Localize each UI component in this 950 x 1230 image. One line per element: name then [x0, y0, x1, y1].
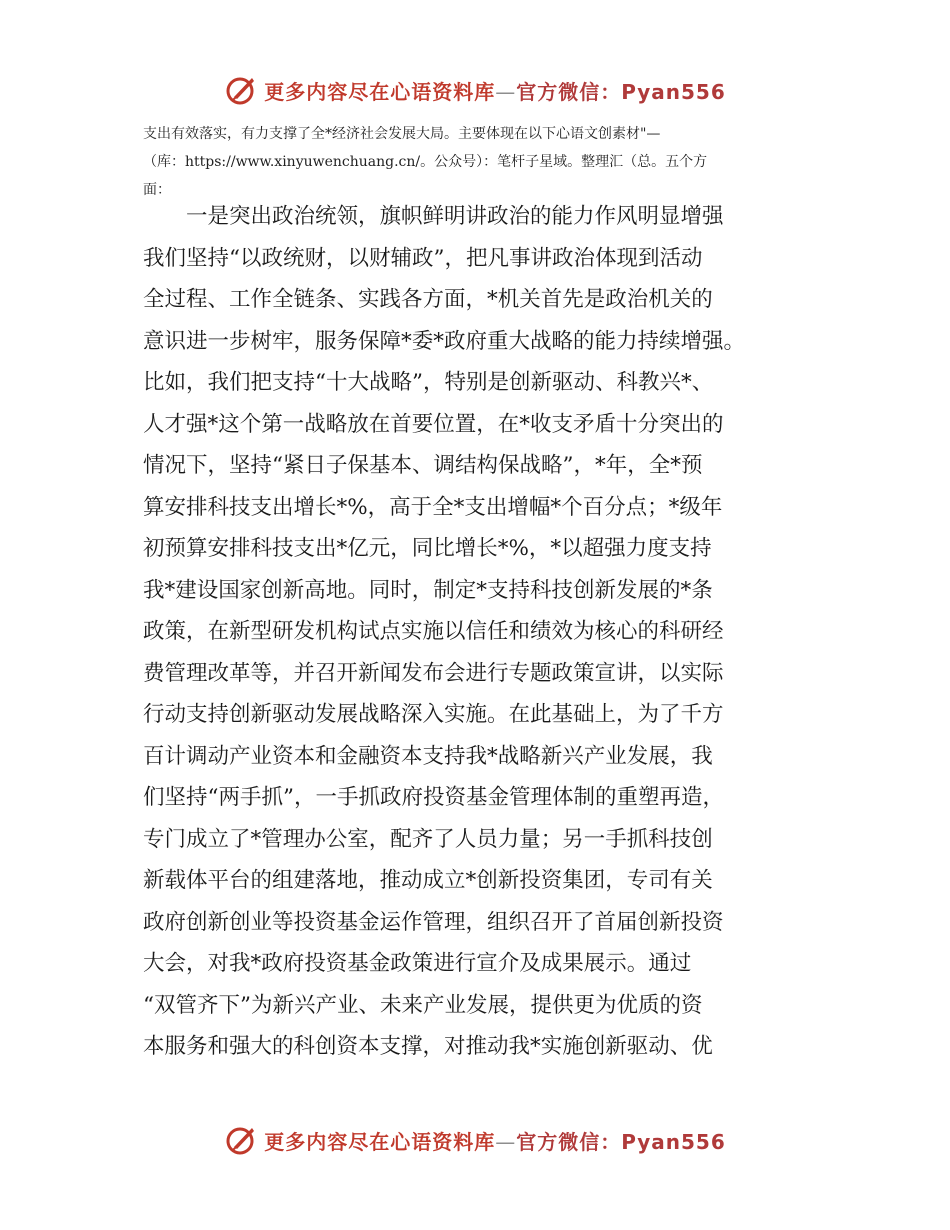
intro-paragraph [143, 120, 823, 204]
body-line: 本服务和强大的科创资本支撑，对推动我*实施创新驱动、优 [143, 1034, 713, 1059]
body-line: 百计调动产业资本和金融资本支持我*战略新兴产业发展，我 [143, 743, 713, 769]
body-line: 们坚持“两手抓”，一手抓政府投资基金管理体制的重塑再造， [143, 785, 724, 810]
body-line: 人才强*这个第一战略放在首要位置，在*收支矛盾十分突出的 [143, 411, 724, 437]
body-line: 情况下，坚持“紧日子保基本、调结构保战略”，*年，全*预 [143, 453, 703, 478]
header-banner-wechat: 官方微信：Pyan556 [516, 79, 726, 104]
intro-line: 面： [143, 182, 171, 198]
footer-banner-wechat: 官方微信：Pyan556 [516, 1129, 726, 1154]
header-watermark-banner [0, 68, 950, 112]
footer-banner-text [264, 1126, 726, 1155]
body-line: 一是突出政治统领，旗帜鲜明讲政治的能力作风明显增强 [143, 204, 724, 229]
header-banner-title: 更多内容尽在心语资料库 [264, 79, 496, 104]
body-line: 行动支持创新驱动发展战略深入实施。在此基础上，为了千方 [143, 702, 724, 727]
body-line: 我*建设国家创新高地。同时，制定*支持科技创新发展的*条 [143, 577, 713, 603]
footer-watermark-banner [0, 1118, 950, 1162]
body-line: 专门成立了*管理办公室，配齐了人员力量；另一手抓科技创 [143, 826, 713, 852]
footer-banner-title: 更多内容尽在心语资料库 [264, 1129, 496, 1154]
main-body-text [143, 196, 823, 1068]
header-banner-text [264, 76, 726, 105]
quill-logo-icon [224, 1123, 258, 1157]
body-line: 比如，我们把支持“十大战略”，特别是创新驱动、科教兴*、 [143, 370, 714, 395]
quill-logo-icon [224, 73, 258, 107]
header-banner-dash: — [495, 79, 517, 104]
body-line: 政策，在新型研发机构试点实施以信任和绩效为核心的科研经 [143, 619, 724, 644]
intro-line: 支出有效落实，有力支撑了全*经济社会发展大局。主要体现在以下心语文创素材"— [143, 126, 661, 142]
body-line: 费管理改革等，并召开新闻发布会进行专题政策宣讲，以实际 [143, 660, 724, 686]
intro-line: （库：https://www.xinyuwenchuang.cn/。公众号）：笔杆子星域。整理汇（总。五个方 [143, 154, 708, 170]
body-line: 新载体平台的组建落地，推动成立*创新投资集团，专司有关 [143, 868, 713, 893]
footer-banner-dash: — [495, 1129, 517, 1154]
body-line: 初预算安排科技支出*亿元，同比增长*%，*以超强力度支持 [143, 536, 712, 561]
body-line: “双管齐下”为新兴产业、未来产业发展，提供更为优质的资 [143, 992, 703, 1018]
body-line: 全过程、工作全链条、实践各方面，*机关首先是政治机关的 [143, 287, 713, 312]
body-line: 算安排科技支出增长*%，高于全*支出增幅*个百分点；*级年 [143, 494, 723, 520]
body-line: 大会，对我*政府投资基金政策进行宣介及成果展示。通过 [143, 951, 692, 976]
body-line: 意识进一步树牢，服务保障*委*政府重大战略的能力持续增强。 [143, 328, 746, 354]
body-line: 政府创新创业等投资基金运作管理，组织召开了首届创新投资 [143, 909, 724, 935]
body-line: 我们坚持“以政统财，以财辅政”，把凡事讲政治体现到活动 [143, 245, 703, 271]
